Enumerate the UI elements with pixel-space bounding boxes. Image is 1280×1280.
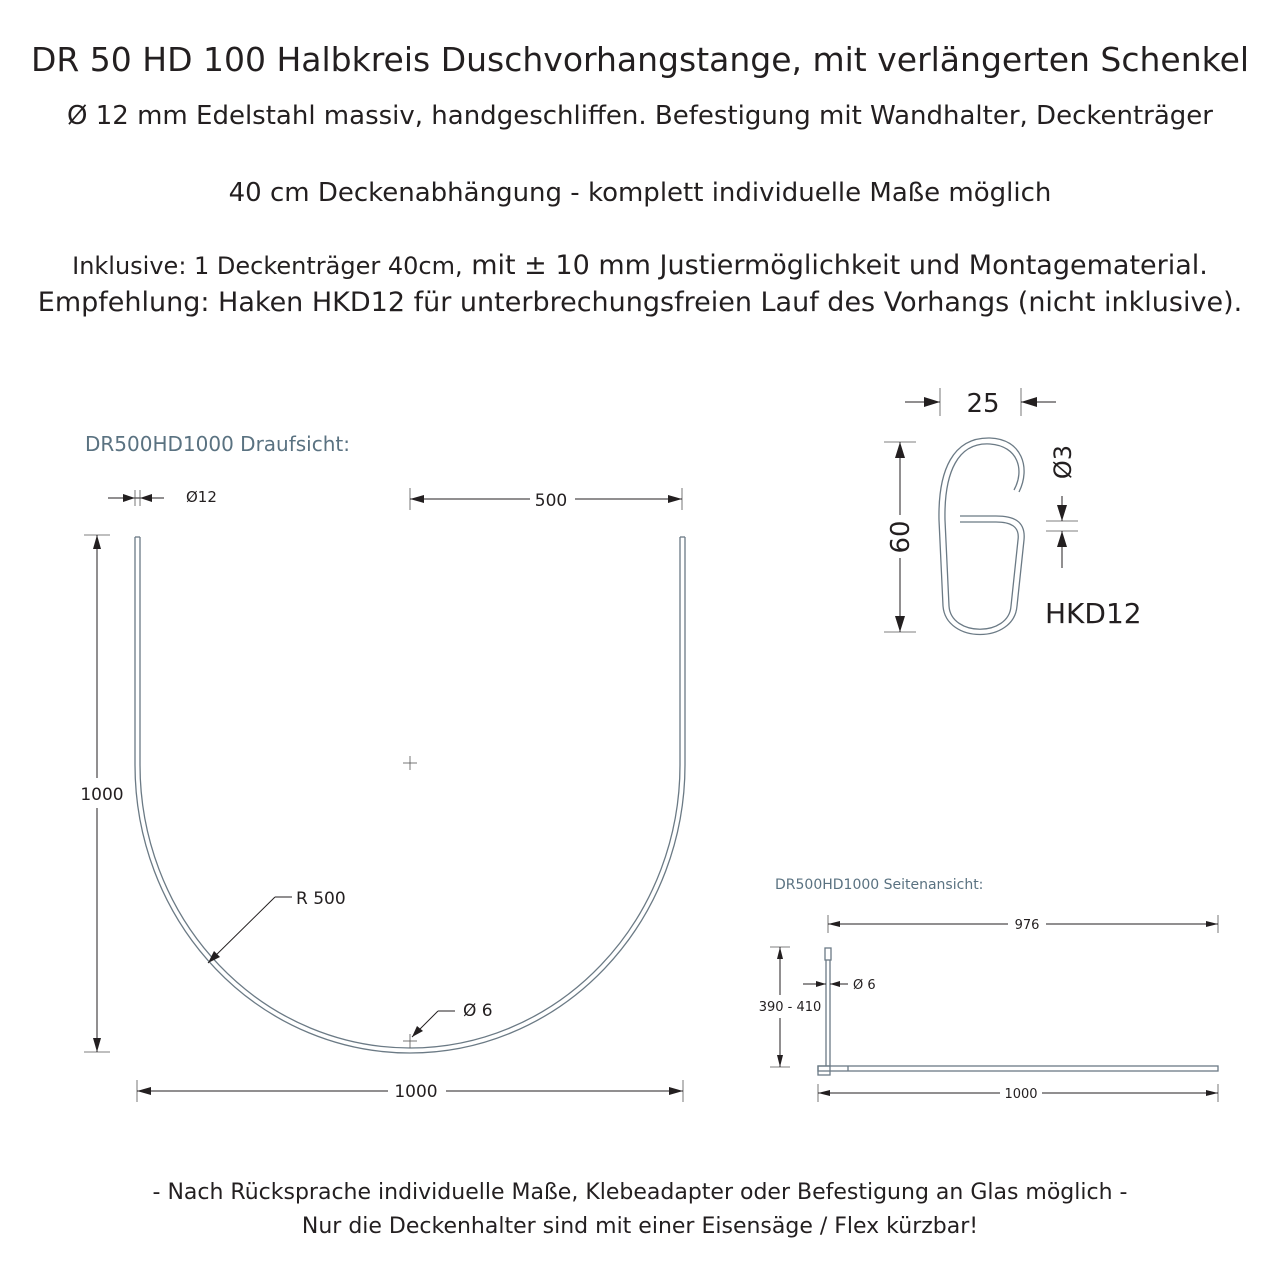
center-mark	[403, 756, 417, 770]
side-dim-length-bottom-label: 1000	[1004, 1087, 1038, 1102]
side-dim-length-top-label: 976	[1014, 918, 1040, 933]
top-view	[80, 432, 685, 1102]
side-dim-rod-label: Ø 6	[853, 978, 876, 993]
side-view-title: DR500HD1000 Seitenansicht:	[775, 877, 984, 893]
dim-hole-6	[412, 1001, 493, 1037]
hook-dim-width	[905, 388, 1056, 419]
dim-depth-1000	[80, 535, 123, 1052]
top-view-rod-inner	[140, 537, 680, 1048]
dim-width-500-label: 500	[534, 491, 568, 511]
dim-hole-6-label: Ø 6	[463, 1001, 493, 1021]
top-view-title: DR500HD1000 Draufsicht:	[85, 432, 350, 456]
dim-depth-1000-label: 1000	[80, 785, 124, 805]
dim-width-1000-label: 1000	[394, 1082, 438, 1102]
dim-width-1000	[137, 1080, 683, 1102]
side-dim-length-bottom	[818, 1084, 1218, 1102]
material-description: Ø 12 mm Edelstahl massiv, handgeschliffen. Befestigung mit Wandhalter, Deckenträger	[67, 101, 1213, 131]
side-dim-rod	[803, 978, 876, 993]
included-items-label: Inklusive: 1 Deckenträger 40cm,	[72, 252, 463, 280]
side-view-rod	[818, 1066, 1218, 1071]
mounting-hole-mark	[403, 1034, 417, 1048]
hook-drawing	[884, 388, 1142, 635]
hook-dim-height	[884, 442, 916, 632]
included-items-detail: mit ± 10 mm Justiermöglichkeit und Montagematerial.	[462, 250, 1208, 281]
page-title: DR 50 HD 100 Halbkreis Duschvorhangstange, mit verlängerten Schenkel	[30, 40, 1250, 79]
custom-options-note: - Nach Rücksprache individuelle Maße, Klebeadapter oder Befestigung an Glas möglich -	[152, 1180, 1128, 1205]
side-dim-drop-label: 390 - 410	[758, 1000, 822, 1015]
side-dim-length-top	[828, 915, 1218, 933]
dim-radius-500-label: R 500	[296, 889, 346, 909]
hook-dim-height-label: 60	[886, 520, 916, 554]
dim-diameter-12-label: Ø12	[186, 488, 217, 506]
suspension-note: 40 cm Deckenabhängung - komplett individuelle Maße möglich	[228, 178, 1052, 208]
hook-dim-wire	[1046, 445, 1078, 568]
side-view	[759, 877, 1218, 1102]
dim-radius-500	[208, 889, 346, 963]
side-dim-drop	[759, 947, 822, 1067]
top-view-rod-outer	[135, 537, 685, 1053]
ceiling-plate	[825, 948, 831, 960]
shortening-note: Nur die Deckenhalter sind mit einer Eisensäge / Flex kürzbar!	[301, 1214, 979, 1239]
hook-name-label: HKD12	[1045, 597, 1142, 630]
dim-diameter-12	[108, 488, 217, 506]
hook-dim-wire-label: Ø3	[1049, 444, 1077, 480]
hook-outline	[945, 444, 1019, 629]
dim-width-500	[410, 488, 682, 511]
hook-recommendation: Empfehlung: Haken HKD12 für unterbrechungsfreien Lauf des Vorhangs (nicht inklusive).	[37, 287, 1243, 318]
hook-dim-width-label: 25	[966, 389, 1000, 419]
